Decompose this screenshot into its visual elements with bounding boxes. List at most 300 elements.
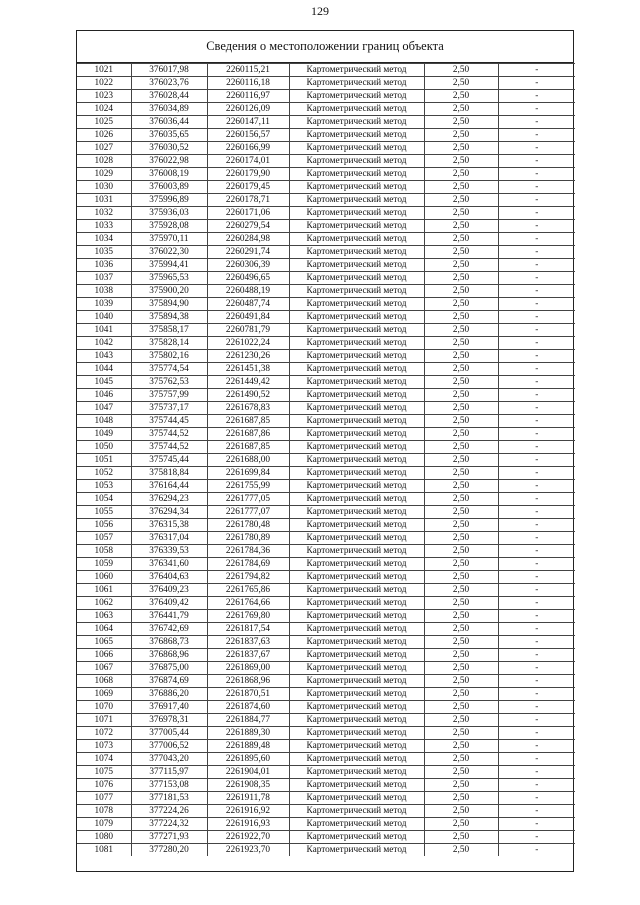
x-coordinate-cell: 376022,98	[131, 155, 207, 168]
point-number-cell: 1024	[77, 103, 131, 116]
y-coordinate-cell: 2261687,85	[207, 441, 289, 454]
precision-cell: 2,50	[424, 558, 498, 571]
point-number-cell: 1070	[77, 701, 131, 714]
x-coordinate-cell: 375994,41	[131, 259, 207, 272]
point-number-cell: 1067	[77, 662, 131, 675]
y-coordinate-cell: 2260116,97	[207, 90, 289, 103]
table-row	[77, 831, 575, 844]
point-number-cell: 1039	[77, 298, 131, 311]
x-coordinate-cell: 375970,11	[131, 233, 207, 246]
point-number-cell: 1032	[77, 207, 131, 220]
method-cell: Картометрический метод	[289, 337, 424, 350]
description-cell: -	[498, 272, 575, 285]
point-number-cell: 1035	[77, 246, 131, 259]
table-row	[77, 259, 575, 272]
table-title: Сведения о местоположении границ объекта	[77, 31, 573, 63]
table-row	[77, 597, 575, 610]
x-coordinate-cell: 375744,52	[131, 428, 207, 441]
y-coordinate-cell: 2261904,01	[207, 766, 289, 779]
table-row	[77, 727, 575, 740]
y-coordinate-cell: 2261869,00	[207, 662, 289, 675]
description-cell: -	[498, 324, 575, 337]
point-number-cell: 1038	[77, 285, 131, 298]
x-coordinate-cell: 376868,96	[131, 649, 207, 662]
table-row	[77, 545, 575, 558]
method-cell: Картометрический метод	[289, 363, 424, 376]
table-row	[77, 142, 575, 155]
point-number-cell: 1041	[77, 324, 131, 337]
precision-cell: 2,50	[424, 311, 498, 324]
x-coordinate-cell: 375757,99	[131, 389, 207, 402]
y-coordinate-cell: 2261449,42	[207, 376, 289, 389]
y-coordinate-cell: 2260147,11	[207, 116, 289, 129]
point-number-cell: 1071	[77, 714, 131, 727]
x-coordinate-cell: 376036,44	[131, 116, 207, 129]
x-coordinate-cell: 375894,90	[131, 298, 207, 311]
point-number-cell: 1073	[77, 740, 131, 753]
table-row	[77, 389, 575, 402]
description-cell: -	[498, 77, 575, 90]
point-number-cell: 1033	[77, 220, 131, 233]
precision-cell: 2,50	[424, 428, 498, 441]
y-coordinate-cell: 2260179,90	[207, 168, 289, 181]
description-cell: -	[498, 363, 575, 376]
y-coordinate-cell: 2261837,63	[207, 636, 289, 649]
point-number-cell: 1057	[77, 532, 131, 545]
point-number-cell: 1059	[77, 558, 131, 571]
method-cell: Картометрический метод	[289, 818, 424, 831]
table-row	[77, 610, 575, 623]
y-coordinate-cell: 2260178,71	[207, 194, 289, 207]
table-row	[77, 441, 575, 454]
method-cell: Картометрический метод	[289, 220, 424, 233]
x-coordinate-cell: 376742,69	[131, 623, 207, 636]
description-cell: -	[498, 194, 575, 207]
table-row	[77, 818, 575, 831]
y-coordinate-cell: 2261769,80	[207, 610, 289, 623]
method-cell: Картометрический метод	[289, 142, 424, 155]
method-cell: Картометрический метод	[289, 597, 424, 610]
y-coordinate-cell: 2261230,26	[207, 350, 289, 363]
point-number-cell: 1047	[77, 402, 131, 415]
y-coordinate-cell: 2261794,82	[207, 571, 289, 584]
table-row	[77, 844, 575, 857]
point-number-cell: 1076	[77, 779, 131, 792]
y-coordinate-cell: 2260171,06	[207, 207, 289, 220]
method-cell: Картометрический метод	[289, 753, 424, 766]
table-row	[77, 116, 575, 129]
table-row	[77, 103, 575, 116]
precision-cell: 2,50	[424, 194, 498, 207]
x-coordinate-cell: 376294,34	[131, 506, 207, 519]
method-cell: Картометрический метод	[289, 207, 424, 220]
description-cell: -	[498, 623, 575, 636]
x-coordinate-cell: 377043,20	[131, 753, 207, 766]
table-row	[77, 480, 575, 493]
y-coordinate-cell: 2260179,45	[207, 181, 289, 194]
y-coordinate-cell: 2261451,38	[207, 363, 289, 376]
x-coordinate-cell: 375737,17	[131, 402, 207, 415]
description-cell: -	[498, 181, 575, 194]
description-cell: -	[498, 571, 575, 584]
point-number-cell: 1056	[77, 519, 131, 532]
method-cell: Картометрический метод	[289, 467, 424, 480]
precision-cell: 2,50	[424, 402, 498, 415]
x-coordinate-cell: 376035,65	[131, 129, 207, 142]
method-cell: Картометрический метод	[289, 389, 424, 402]
method-cell: Картометрический метод	[289, 532, 424, 545]
y-coordinate-cell: 2261784,36	[207, 545, 289, 558]
y-coordinate-cell: 2261780,89	[207, 532, 289, 545]
description-cell: -	[498, 558, 575, 571]
method-cell: Картометрический метод	[289, 402, 424, 415]
description-cell: -	[498, 259, 575, 272]
precision-cell: 2,50	[424, 532, 498, 545]
x-coordinate-cell: 376874,69	[131, 675, 207, 688]
x-coordinate-cell: 376341,60	[131, 558, 207, 571]
description-cell: -	[498, 64, 575, 77]
point-number-cell: 1044	[77, 363, 131, 376]
point-number-cell: 1074	[77, 753, 131, 766]
description-cell: -	[498, 701, 575, 714]
point-number-cell: 1061	[77, 584, 131, 597]
precision-cell: 2,50	[424, 220, 498, 233]
x-coordinate-cell: 375745,44	[131, 454, 207, 467]
y-coordinate-cell: 2261777,07	[207, 506, 289, 519]
precision-cell: 2,50	[424, 545, 498, 558]
description-cell: -	[498, 298, 575, 311]
table-row	[77, 506, 575, 519]
table-row	[77, 428, 575, 441]
table-row	[77, 805, 575, 818]
precision-cell: 2,50	[424, 779, 498, 792]
y-coordinate-cell: 2260279,54	[207, 220, 289, 233]
precision-cell: 2,50	[424, 467, 498, 480]
precision-cell: 2,50	[424, 350, 498, 363]
table-row	[77, 350, 575, 363]
method-cell: Картометрический метод	[289, 376, 424, 389]
method-cell: Картометрический метод	[289, 441, 424, 454]
precision-cell: 2,50	[424, 64, 498, 77]
point-number-cell: 1080	[77, 831, 131, 844]
point-number-cell: 1050	[77, 441, 131, 454]
precision-cell: 2,50	[424, 181, 498, 194]
description-cell: -	[498, 220, 575, 233]
method-cell: Картометрический метод	[289, 246, 424, 259]
y-coordinate-cell: 2261780,48	[207, 519, 289, 532]
x-coordinate-cell: 377115,97	[131, 766, 207, 779]
point-number-cell: 1031	[77, 194, 131, 207]
x-coordinate-cell: 376294,23	[131, 493, 207, 506]
description-cell: -	[498, 415, 575, 428]
point-number-cell: 1025	[77, 116, 131, 129]
x-coordinate-cell: 376164,44	[131, 480, 207, 493]
precision-cell: 2,50	[424, 285, 498, 298]
description-cell: -	[498, 714, 575, 727]
precision-cell: 2,50	[424, 389, 498, 402]
precision-cell: 2,50	[424, 597, 498, 610]
point-number-cell: 1077	[77, 792, 131, 805]
method-cell: Картометрический метод	[289, 584, 424, 597]
y-coordinate-cell: 2261777,05	[207, 493, 289, 506]
precision-cell: 2,50	[424, 207, 498, 220]
point-number-cell: 1049	[77, 428, 131, 441]
point-number-cell: 1051	[77, 454, 131, 467]
y-coordinate-cell: 2261874,60	[207, 701, 289, 714]
table-row	[77, 779, 575, 792]
precision-cell: 2,50	[424, 129, 498, 142]
method-cell: Картометрический метод	[289, 571, 424, 584]
table-row	[77, 363, 575, 376]
x-coordinate-cell: 375900,20	[131, 285, 207, 298]
table-row	[77, 519, 575, 532]
point-number-cell: 1068	[77, 675, 131, 688]
description-cell: -	[498, 545, 575, 558]
y-coordinate-cell: 2260306,39	[207, 259, 289, 272]
y-coordinate-cell: 2261699,84	[207, 467, 289, 480]
x-coordinate-cell: 375996,89	[131, 194, 207, 207]
point-number-cell: 1036	[77, 259, 131, 272]
x-coordinate-cell: 376875,00	[131, 662, 207, 675]
description-cell: -	[498, 662, 575, 675]
description-cell: -	[498, 428, 575, 441]
table-row	[77, 571, 575, 584]
description-cell: -	[498, 90, 575, 103]
precision-cell: 2,50	[424, 233, 498, 246]
point-number-cell: 1026	[77, 129, 131, 142]
point-number-cell: 1069	[77, 688, 131, 701]
description-cell: -	[498, 779, 575, 792]
description-cell: -	[498, 480, 575, 493]
table-row	[77, 766, 575, 779]
precision-cell: 2,50	[424, 506, 498, 519]
table-row	[77, 194, 575, 207]
method-cell: Картометрический метод	[289, 454, 424, 467]
table-row	[77, 584, 575, 597]
table-body	[77, 64, 575, 857]
point-number-cell: 1028	[77, 155, 131, 168]
table-row	[77, 662, 575, 675]
y-coordinate-cell: 2260156,57	[207, 129, 289, 142]
x-coordinate-cell: 375965,53	[131, 272, 207, 285]
table-row	[77, 233, 575, 246]
method-cell: Картометрический метод	[289, 64, 424, 77]
x-coordinate-cell: 376008,19	[131, 168, 207, 181]
x-coordinate-cell: 376003,89	[131, 181, 207, 194]
point-number-cell: 1023	[77, 90, 131, 103]
table-row	[77, 636, 575, 649]
description-cell: -	[498, 441, 575, 454]
table-row	[77, 168, 575, 181]
point-number-cell: 1064	[77, 623, 131, 636]
y-coordinate-cell: 2261490,52	[207, 389, 289, 402]
description-cell: -	[498, 727, 575, 740]
table-row	[77, 90, 575, 103]
table-row	[77, 311, 575, 324]
precision-cell: 2,50	[424, 753, 498, 766]
description-cell: -	[498, 402, 575, 415]
point-number-cell: 1072	[77, 727, 131, 740]
y-coordinate-cell: 2260284,98	[207, 233, 289, 246]
precision-cell: 2,50	[424, 792, 498, 805]
point-number-cell: 1045	[77, 376, 131, 389]
precision-cell: 2,50	[424, 636, 498, 649]
method-cell: Картометрический метод	[289, 727, 424, 740]
method-cell: Картометрический метод	[289, 415, 424, 428]
precision-cell: 2,50	[424, 103, 498, 116]
method-cell: Картометрический метод	[289, 792, 424, 805]
x-coordinate-cell: 376978,31	[131, 714, 207, 727]
table-row	[77, 558, 575, 571]
method-cell: Картометрический метод	[289, 662, 424, 675]
x-coordinate-cell: 376339,53	[131, 545, 207, 558]
y-coordinate-cell: 2261022,24	[207, 337, 289, 350]
y-coordinate-cell: 2260291,74	[207, 246, 289, 259]
method-cell: Картометрический метод	[289, 129, 424, 142]
x-coordinate-cell: 375928,08	[131, 220, 207, 233]
precision-cell: 2,50	[424, 831, 498, 844]
description-cell: -	[498, 103, 575, 116]
method-cell: Картометрический метод	[289, 519, 424, 532]
point-number-cell: 1030	[77, 181, 131, 194]
table-row	[77, 337, 575, 350]
description-cell: -	[498, 350, 575, 363]
method-cell: Картометрический метод	[289, 480, 424, 493]
precision-cell: 2,50	[424, 246, 498, 259]
table-row	[77, 532, 575, 545]
description-cell: -	[498, 844, 575, 857]
x-coordinate-cell: 375818,84	[131, 467, 207, 480]
y-coordinate-cell: 2261784,69	[207, 558, 289, 571]
table-row	[77, 467, 575, 480]
x-coordinate-cell: 377005,44	[131, 727, 207, 740]
table-row	[77, 181, 575, 194]
precision-cell: 2,50	[424, 324, 498, 337]
precision-cell: 2,50	[424, 688, 498, 701]
x-coordinate-cell: 375936,03	[131, 207, 207, 220]
y-coordinate-cell: 2260116,18	[207, 77, 289, 90]
precision-cell: 2,50	[424, 584, 498, 597]
precision-cell: 2,50	[424, 493, 498, 506]
point-number-cell: 1075	[77, 766, 131, 779]
description-cell: -	[498, 311, 575, 324]
precision-cell: 2,50	[424, 441, 498, 454]
description-cell: -	[498, 454, 575, 467]
method-cell: Картометрический метод	[289, 298, 424, 311]
precision-cell: 2,50	[424, 298, 498, 311]
table-row	[77, 740, 575, 753]
x-coordinate-cell: 376886,20	[131, 688, 207, 701]
x-coordinate-cell: 375744,45	[131, 415, 207, 428]
y-coordinate-cell: 2261911,78	[207, 792, 289, 805]
point-number-cell: 1034	[77, 233, 131, 246]
x-coordinate-cell: 376317,04	[131, 532, 207, 545]
x-coordinate-cell: 377153,08	[131, 779, 207, 792]
method-cell: Картометрический метод	[289, 766, 424, 779]
description-cell: -	[498, 753, 575, 766]
point-number-cell: 1063	[77, 610, 131, 623]
table-row	[77, 792, 575, 805]
description-cell: -	[498, 168, 575, 181]
table-row	[77, 77, 575, 90]
table-row	[77, 402, 575, 415]
x-coordinate-cell: 376023,76	[131, 77, 207, 90]
point-number-cell: 1081	[77, 844, 131, 857]
x-coordinate-cell: 376030,52	[131, 142, 207, 155]
method-cell: Картометрический метод	[289, 116, 424, 129]
table-row	[77, 298, 575, 311]
y-coordinate-cell: 2261817,54	[207, 623, 289, 636]
point-number-cell: 1042	[77, 337, 131, 350]
method-cell: Картометрический метод	[289, 675, 424, 688]
description-cell: -	[498, 376, 575, 389]
description-cell: -	[498, 506, 575, 519]
y-coordinate-cell: 2261688,00	[207, 454, 289, 467]
description-cell: -	[498, 285, 575, 298]
method-cell: Картометрический метод	[289, 649, 424, 662]
table-row	[77, 64, 575, 77]
table-row	[77, 155, 575, 168]
point-number-cell: 1058	[77, 545, 131, 558]
x-coordinate-cell: 376034,89	[131, 103, 207, 116]
description-cell: -	[498, 636, 575, 649]
x-coordinate-cell: 376028,44	[131, 90, 207, 103]
method-cell: Картометрический метод	[289, 558, 424, 571]
precision-cell: 2,50	[424, 77, 498, 90]
precision-cell: 2,50	[424, 662, 498, 675]
method-cell: Картометрический метод	[289, 90, 424, 103]
y-coordinate-cell: 2260126,09	[207, 103, 289, 116]
y-coordinate-cell: 2261870,51	[207, 688, 289, 701]
y-coordinate-cell: 2261889,48	[207, 740, 289, 753]
x-coordinate-cell: 375762,53	[131, 376, 207, 389]
x-coordinate-cell: 376409,42	[131, 597, 207, 610]
table-row	[77, 272, 575, 285]
x-coordinate-cell: 376409,23	[131, 584, 207, 597]
y-coordinate-cell: 2261884,77	[207, 714, 289, 727]
table-row	[77, 701, 575, 714]
method-cell: Картометрический метод	[289, 233, 424, 246]
precision-cell: 2,50	[424, 519, 498, 532]
table-row	[77, 688, 575, 701]
y-coordinate-cell: 2260487,74	[207, 298, 289, 311]
method-cell: Картометрический метод	[289, 714, 424, 727]
x-coordinate-cell: 377280,20	[131, 844, 207, 857]
y-coordinate-cell: 2261922,70	[207, 831, 289, 844]
x-coordinate-cell: 375894,38	[131, 311, 207, 324]
table-row	[77, 675, 575, 688]
description-cell: -	[498, 246, 575, 259]
method-cell: Картометрический метод	[289, 181, 424, 194]
precision-cell: 2,50	[424, 142, 498, 155]
precision-cell: 2,50	[424, 155, 498, 168]
precision-cell: 2,50	[424, 818, 498, 831]
y-coordinate-cell: 2260496,65	[207, 272, 289, 285]
precision-cell: 2,50	[424, 623, 498, 636]
table-row	[77, 623, 575, 636]
table-row	[77, 493, 575, 506]
page-number: 129	[311, 4, 329, 18]
x-coordinate-cell: 377224,26	[131, 805, 207, 818]
x-coordinate-cell: 376315,38	[131, 519, 207, 532]
precision-cell: 2,50	[424, 610, 498, 623]
method-cell: Картометрический метод	[289, 285, 424, 298]
precision-cell: 2,50	[424, 844, 498, 857]
method-cell: Картометрический метод	[289, 324, 424, 337]
y-coordinate-cell: 2261889,30	[207, 727, 289, 740]
x-coordinate-cell: 375828,14	[131, 337, 207, 350]
y-coordinate-cell: 2261765,86	[207, 584, 289, 597]
